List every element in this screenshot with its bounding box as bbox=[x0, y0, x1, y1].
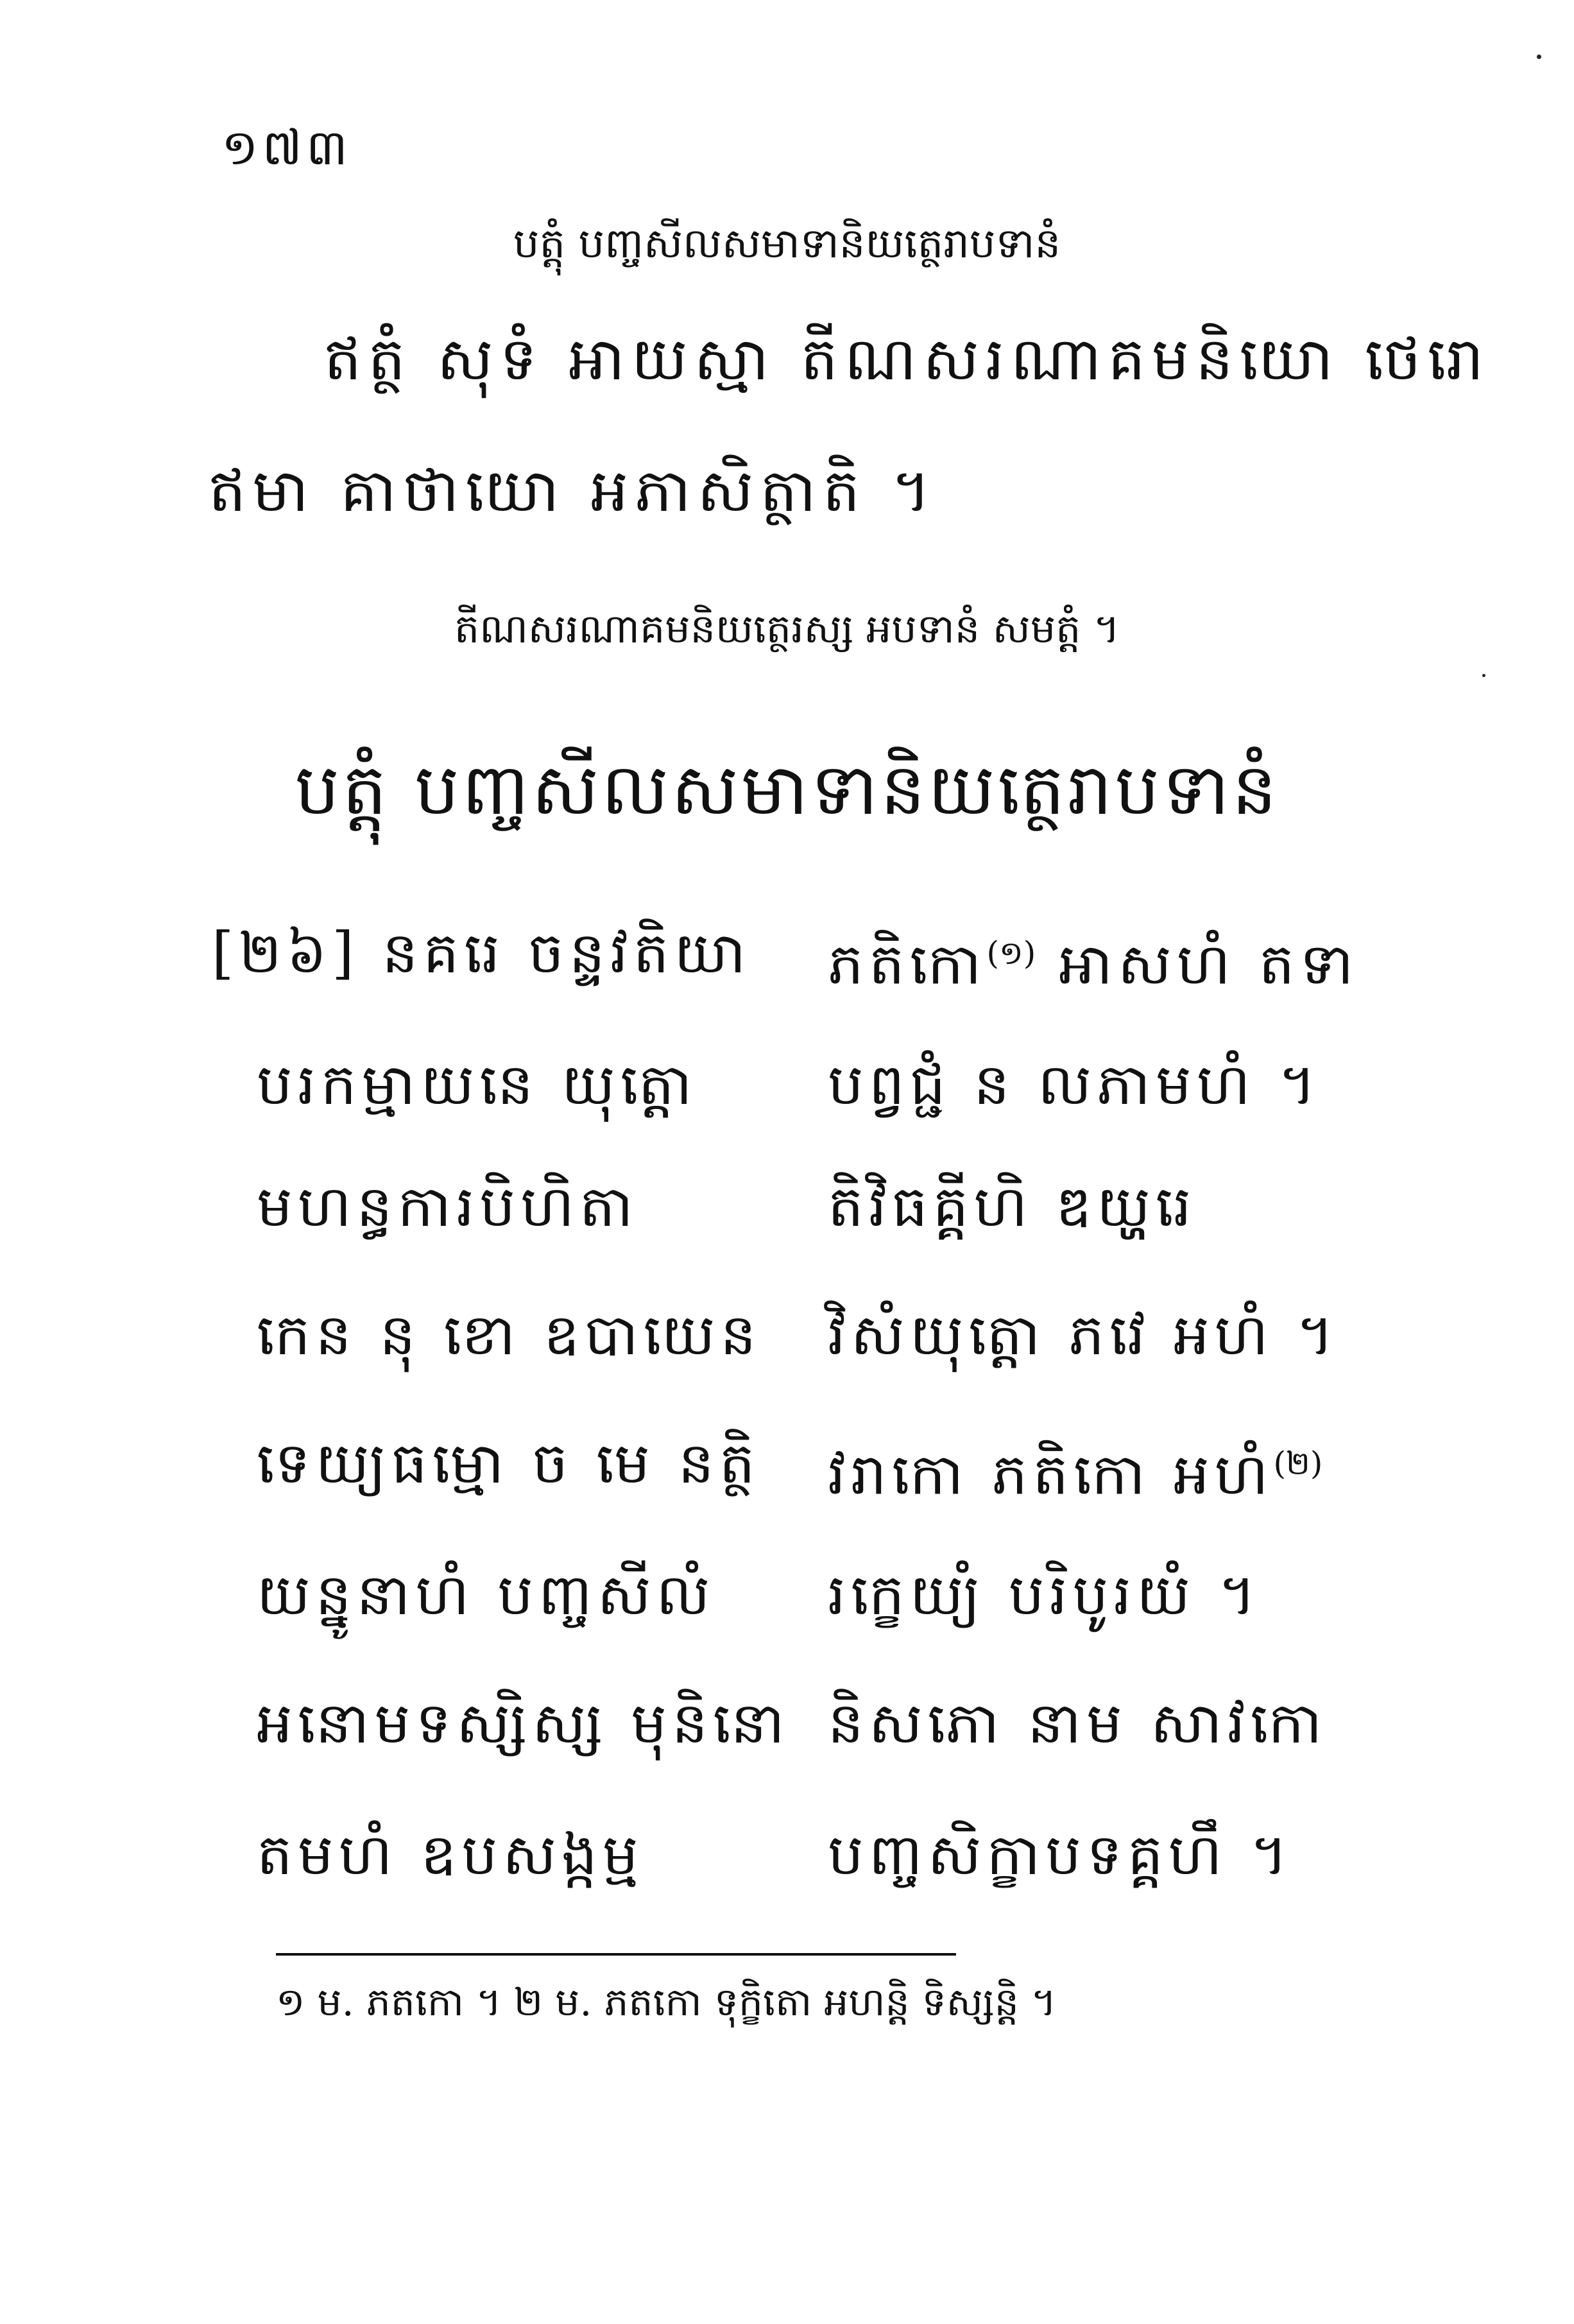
footnote-divider bbox=[276, 1953, 956, 1956]
verse-second-half: និសភោ នាម សាវកោ bbox=[828, 1690, 1328, 1756]
verse-first-half: អនោមទស្សិស្ស មុនិនោ bbox=[257, 1690, 790, 1756]
verse-first-half: កេន នុ ខោ ឧបាយេន bbox=[257, 1302, 762, 1368]
scan-speck bbox=[1482, 674, 1485, 677]
verse-second-half: រក្ខេយ្យំ បរិបូរយំ ។ bbox=[828, 1562, 1262, 1628]
verse-word: ភតិកោ bbox=[828, 931, 987, 997]
verse-word: វរាកោ ភតិកោ អហំ bbox=[828, 1441, 1274, 1508]
verse-first-half: ទេយ្យធម្មោ ច មេ នត្ថិ bbox=[257, 1430, 760, 1496]
verse-line bbox=[0, 1807, 1574, 1903]
intro-line-1: ឥត្ថំ សុទំ អាយស្មា តីណសរណាគមនិយោ ថេរោ bbox=[324, 325, 1491, 393]
verse-second-half bbox=[828, 905, 1358, 1012]
verse-first-half: មហន្ធការបិហិតា bbox=[257, 1173, 638, 1239]
verse-line bbox=[0, 1158, 1574, 1255]
verse-line bbox=[0, 1415, 1574, 1511]
verse-second-half: តិវិធគ្គីហិ ឌយ្ហរេ bbox=[828, 1173, 1197, 1239]
verse-first-half: យន្នូនាហំ បញ្ចសីលំ bbox=[257, 1562, 715, 1628]
verse-second-half: វិសំយុត្តោ ភវេ អហំ ។ bbox=[828, 1302, 1339, 1368]
verse-first-half: បរកម្មាយនេ យុត្តោ bbox=[257, 1051, 697, 1117]
verse-second-half bbox=[828, 1415, 1322, 1522]
intro-line-2: ឥមា គាថាយោ អភាសិត្ថាតិ ។ bbox=[209, 456, 937, 525]
verse-first-half: តមហំ ឧបសង្កម្ម bbox=[257, 1821, 644, 1888]
colophon: តីណសរណាគមនិយត្ថេរស្ស អបទានំ សមត្តំ ។ bbox=[454, 605, 1120, 652]
verse-second-half: បព្វជ្ជំ ន លភាមហំ ។ bbox=[828, 1051, 1321, 1117]
running-head: បត្តុំ បញ្ចសីលសមាទានិយត្ថេរាបទានំ bbox=[513, 220, 1061, 268]
verse-line bbox=[0, 1547, 1574, 1643]
verse-second-half: បញ្ចសិក្ខាបទគ្គហឹ ។ bbox=[828, 1821, 1293, 1888]
scan-speck bbox=[1537, 55, 1541, 59]
page-number: ១៧៣ bbox=[221, 119, 352, 176]
verse-line bbox=[0, 1675, 1574, 1771]
footnotes: ១ ម. ភតកោ ។ ២ ម. ភតកោ ទុក្ខិតោ អហន្តិ ទិស្សន្តិ ។ bbox=[276, 1980, 1057, 2025]
chapter-title: បត្តុំ បញ្ចសីលសមាទានិយត្ថេរាបទានំ bbox=[295, 748, 1279, 831]
verse-word: អាសហំ តទា bbox=[1036, 931, 1359, 997]
footnote-marker: (២) bbox=[1273, 1445, 1323, 1482]
verse-first-half: [២៦] នគរេ ចន្ទវតិយា bbox=[212, 920, 751, 986]
verse-line bbox=[0, 1037, 1574, 1133]
footnote-marker: (១) bbox=[986, 934, 1036, 972]
verse-line bbox=[0, 1287, 1574, 1383]
verse-line bbox=[0, 905, 1574, 1001]
